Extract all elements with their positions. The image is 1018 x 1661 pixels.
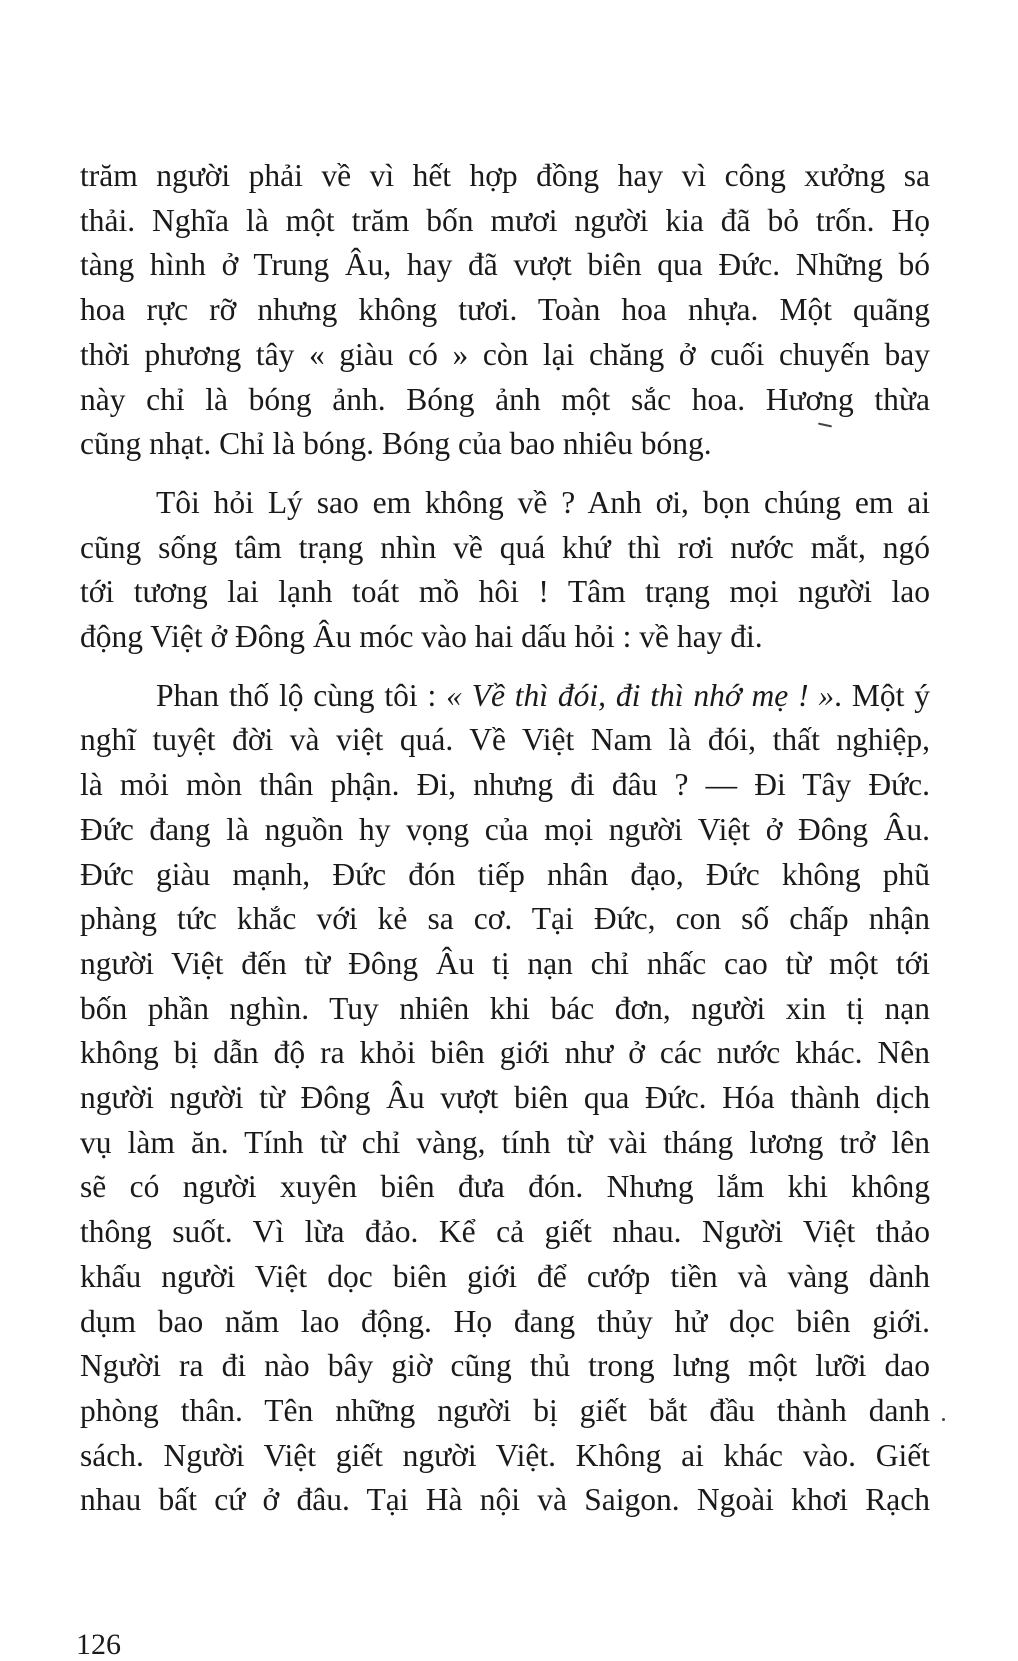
text-line [80, 674, 930, 719]
text-segment: Phan thố lộ cùng tôi : [156, 677, 447, 713]
text-line: Người ra đi nào bây giờ cũng thủ trong lưng một lưỡi dao [80, 1348, 930, 1384]
text-line: nghĩ tuyệt đời và việt quá. Về Việt Nam là đói, thất nghiệp, [80, 722, 930, 758]
text-line: tới tương lai lạnh toát mồ hôi ! Tâm trạng mọi người lao [80, 574, 930, 610]
text-line: phòng thân. Tên những người bị giết bắt đầu thành danh [80, 1392, 930, 1428]
text-line: người Việt đến từ Đông Âu tị nạn chỉ nhấc cao từ một tới [80, 945, 930, 981]
scan-speck [942, 1418, 945, 1421]
text-line: thời phương tây « giàu có » còn lại chăng ở cuối chuyến bay [80, 336, 930, 372]
text-line: thải. Nghĩa là một trăm bốn mươi người kia đã bỏ trốn. Họ [80, 202, 930, 238]
text-line: tàng hình ở Trung Âu, hay đã vượt biên qua Đức. Những bó [80, 247, 930, 283]
text-line: người người từ Đông Âu vượt biên qua Đức. Hóa thành dịch [80, 1080, 930, 1116]
text-line: Đức đang là nguồn hy vọng của mọi người Việt ở Đông Âu. [80, 811, 930, 847]
text-line: dụm bao năm lao động. Họ đang thủy hử dọc biên giới. [80, 1303, 930, 1339]
text-line: vụ làm ăn. Tính từ chỉ vàng, tính từ vài tháng lương trở lên [80, 1124, 930, 1160]
text-line: sẽ có người xuyên biên đưa đón. Nhưng lắm khi không [80, 1169, 930, 1205]
paragraph-2 [80, 481, 930, 660]
text-line: Tôi hỏi Lý sao em không về ? Anh ơi, bọn chúng em ai [156, 484, 930, 520]
paragraph-1 [80, 154, 930, 467]
page-number: 126 [76, 1628, 121, 1661]
italic-quote: « Về thì đói, đi thì nhớ mẹ ! » [446, 677, 835, 713]
text-line: phàng tức khắc với kẻ sa cơ. Tại Đức, con số chấp nhận [80, 901, 930, 937]
text-line: hoa rực rỡ nhưng không tươi. Toàn hoa nhựa. Một quãng [80, 292, 930, 328]
text-line: là mỏi mòn thân phận. Đi, nhưng đi đâu ? — Đi Tây Đức. [80, 767, 930, 803]
text-line: động Việt ở Đông Âu móc vào hai dấu hỏi : về hay đi. [80, 619, 763, 655]
text-line: không bị dẫn độ ra khỏi biên giới như ở các nước khác. Nên [80, 1035, 930, 1071]
text-line: Đức giàu mạnh, Đức đón tiếp nhân đạo, Đức không phũ [80, 856, 930, 892]
text-line: cũng nhạt. Chỉ là bóng. Bóng của bao nhiêu bóng. [80, 426, 712, 462]
paragraph-3 [80, 674, 930, 1523]
text-line: nhau bất cứ ở đâu. Tại Hà nội và Saigon. Ngoài khơi Rạch [80, 1482, 930, 1518]
text-segment: . Một ý [834, 677, 931, 713]
text-line: thông suốt. Vì lừa đảo. Kể cả giết nhau. Người Việt thảo [80, 1214, 930, 1250]
text-line: này chỉ là bóng ảnh. Bóng ảnh một sắc hoa. Hương thừa [80, 381, 930, 417]
text-line: bốn phần nghìn. Tuy nhiên khi bác đơn, người xin tị nạn [80, 990, 930, 1026]
body-text [80, 154, 930, 1523]
text-line: cũng sống tâm trạng nhìn về quá khứ thì rơi nước mắt, ngó [80, 529, 930, 565]
text-line: trăm người phải về vì hết hợp đồng hay vì công xưởng sa [80, 158, 930, 193]
text-line: sách. Người Việt giết người Việt. Không ai khác vào. Giết [80, 1437, 930, 1473]
text-line: khấu người Việt dọc biên giới để cướp tiền và vàng dành [80, 1258, 930, 1294]
